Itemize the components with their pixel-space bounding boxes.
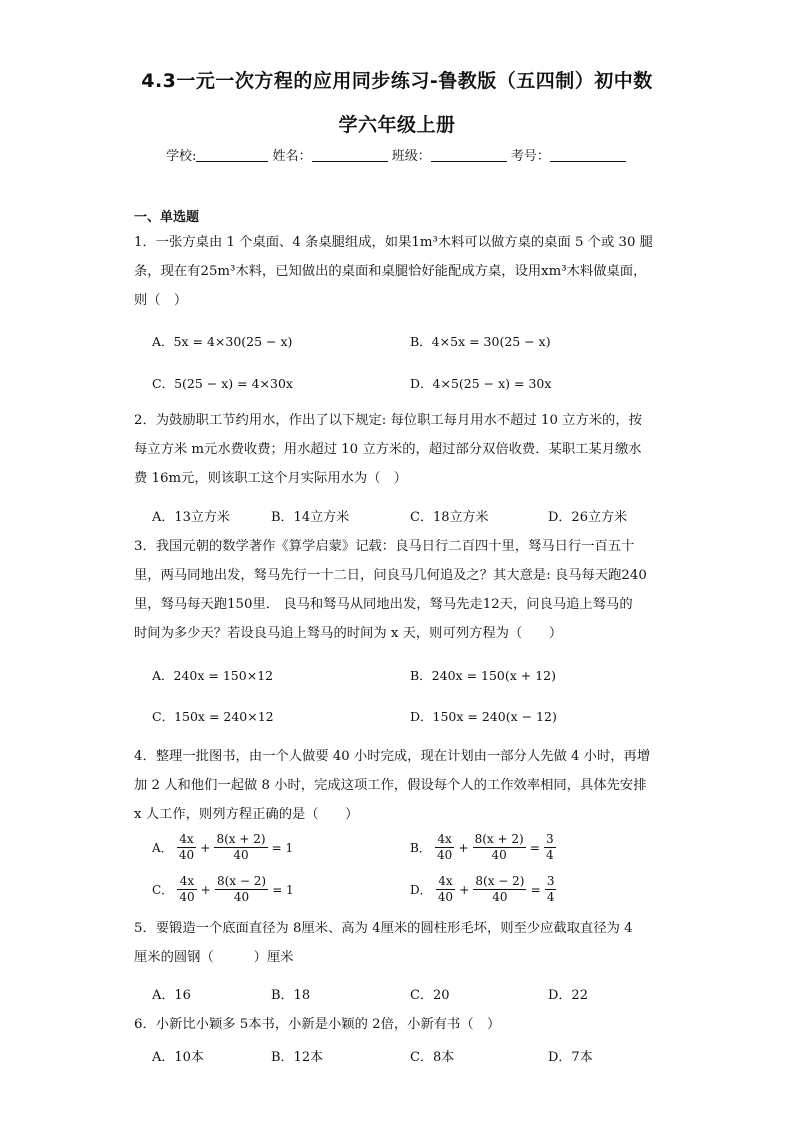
fraction: $\frac{8(x + 2)}{40}$ bbox=[474, 832, 524, 862]
option-a[interactable]: A．240x = 150×12 bbox=[152, 668, 274, 683]
question-line: 加 2 人和他们一起做 8 小时，完成这项工作，假设每个人的工作效率相同，具体先安排 bbox=[134, 778, 647, 793]
option-a[interactable]: A．16 bbox=[152, 988, 191, 1003]
question-line: 时间为多少天？若设良马追上驽马的时间为 x 天，则可列方程为（ ） bbox=[134, 626, 563, 641]
option-c[interactable]: C．8本 bbox=[410, 1050, 455, 1065]
school-label: 学校: bbox=[166, 149, 197, 164]
fraction: $\frac{8(x - 2)}{40}$ bbox=[475, 874, 525, 904]
option-a[interactable]: A．5x = 4×30(25 − x) bbox=[152, 334, 293, 349]
fraction: $\frac{8(x - 2)}{40}$ bbox=[216, 874, 267, 904]
question-line: 费 16m元，则该职工这个月实际用水为（ ） bbox=[134, 471, 408, 486]
question-line: 2．为鼓励职工节约用水，作出了以下规定: 每位职工每月用水不超过 10 立方米的，按 bbox=[134, 413, 642, 428]
question-line: 里，两马同地出发，驽马先行一十二日，问良马几何追及之？其大意是: 良马每天跑240 bbox=[134, 568, 647, 583]
option-c[interactable]: C．5(25 − x) = 4×30x bbox=[152, 376, 293, 391]
option-c[interactable]: C．20 bbox=[410, 988, 450, 1003]
option-c[interactable]: C．150x = 240×12 bbox=[152, 709, 274, 724]
question-line: 每立方米 m元水费收费；用水超过 10 立方米的，超过部分双倍收费．某职工某月缴水 bbox=[134, 442, 642, 457]
option-d[interactable]: D．150x = 240(x − 12) bbox=[410, 709, 557, 724]
id-label: 考号： bbox=[510, 149, 550, 164]
option-c[interactable]: C．18立方米 bbox=[410, 510, 489, 525]
page-title-line1: 4.3一元一次方程的应用同步练习-鲁教版（五四制）初中数 bbox=[141, 70, 653, 92]
question-4 bbox=[134, 742, 664, 829]
fraction: $\frac{4x}{40}$ bbox=[178, 832, 195, 862]
school-blank[interactable] bbox=[196, 148, 268, 162]
option-d[interactable]: D．7本 bbox=[548, 1050, 593, 1065]
question-1 bbox=[134, 228, 664, 315]
question-line: 5．要锻造一个底面直径为 8厘米、高为 4厘米的圆柱形毛坏，则至少应截取直径为 4 bbox=[134, 921, 633, 936]
question-line: 则（ ） bbox=[134, 293, 188, 308]
fraction: $\frac{4x}{40}$ bbox=[437, 874, 454, 904]
question-line: 3．我国元朝的数学著作《算学启蒙》记载：良马日行二百四十里，驽马日行一百五十 bbox=[134, 539, 635, 554]
question-line: 6．小新比小颖多 5本书，小新是小颖的 2倍，小新有书（ ） bbox=[134, 1017, 501, 1032]
fraction: $\frac{3}{4}$ bbox=[546, 832, 554, 862]
fraction: $\frac{3}{4}$ bbox=[546, 874, 555, 904]
page-title-line2: 学六年级上册 bbox=[338, 114, 456, 136]
question-5 bbox=[134, 914, 664, 972]
option-b[interactable]: B．240x = 150(x + 12) bbox=[410, 668, 557, 683]
question-6 bbox=[134, 1010, 664, 1039]
id-blank[interactable] bbox=[550, 148, 626, 162]
question-line: 条，现在有25m³木料，已知做出的桌面和桌腿恰好能配成方桌，设用xm³木料做桌面， bbox=[134, 264, 647, 279]
name-label: 姓名： bbox=[272, 149, 312, 164]
fraction: $\frac{4x}{40}$ bbox=[179, 874, 195, 904]
question-line: 厘米的圆钢（ ）厘米 bbox=[134, 950, 294, 965]
option-b[interactable]: B．12本 bbox=[271, 1050, 324, 1065]
question-line: 4．整理一批图书，由一个人做要 40 小时完成，现在计划由一部分人先做 4 小时，再增 bbox=[134, 749, 651, 764]
question-line: 里，驽马每天跑150里． 良马和驽马从同地出发，驽马先走12天，问良马追上驽马的 bbox=[134, 597, 633, 612]
option-a[interactable]: A． $\frac{4x}{40}$ + $\frac{8(x + 2)}{40}$ = 1 bbox=[152, 832, 294, 862]
option-d[interactable]: D．4×5(25 − x) = 30x bbox=[410, 376, 552, 391]
name-blank[interactable] bbox=[312, 148, 388, 162]
section-title: 一、单选题 bbox=[134, 210, 200, 225]
option-b[interactable]: B．18 bbox=[271, 988, 311, 1003]
question-2 bbox=[134, 406, 664, 493]
fraction: $\frac{8(x + 2)}{40}$ bbox=[216, 832, 266, 862]
option-b[interactable]: B． $\frac{4x}{40}$ + $\frac{8(x + 2)}{40}$ = $\frac{3}{4}$ bbox=[410, 832, 554, 862]
option-b[interactable]: B．4×5x = 30(25 − x) bbox=[410, 334, 551, 349]
class-blank[interactable] bbox=[431, 148, 507, 162]
option-b[interactable]: B．14立方米 bbox=[271, 510, 350, 525]
question-line: 1．一张方桌由 1 个桌面、4 条桌腿组成，如果1m³木料可以做方桌的桌面 5 个或 30 腿 bbox=[134, 235, 653, 250]
option-d[interactable]: D． $\frac{4x}{40}$ + $\frac{8(x - 2)}{40}$ = $\frac{3}{4}$ bbox=[410, 874, 555, 904]
option-d[interactable]: D．22 bbox=[548, 988, 588, 1003]
option-a[interactable]: A．13立方米 bbox=[152, 510, 230, 525]
option-c[interactable]: C． $\frac{4x}{40}$ + $\frac{8(x - 2)}{40}$ = 1 bbox=[152, 874, 294, 904]
fraction: $\frac{4x}{40}$ bbox=[436, 832, 453, 862]
student-info-line bbox=[166, 145, 626, 164]
question-line: x 人工作，则列方程正确的是（ ） bbox=[134, 807, 359, 822]
class-label: 班级： bbox=[391, 149, 431, 164]
question-3 bbox=[134, 532, 664, 648]
option-d[interactable]: D．26立方米 bbox=[548, 510, 627, 525]
option-a[interactable]: A．10本 bbox=[152, 1050, 204, 1065]
